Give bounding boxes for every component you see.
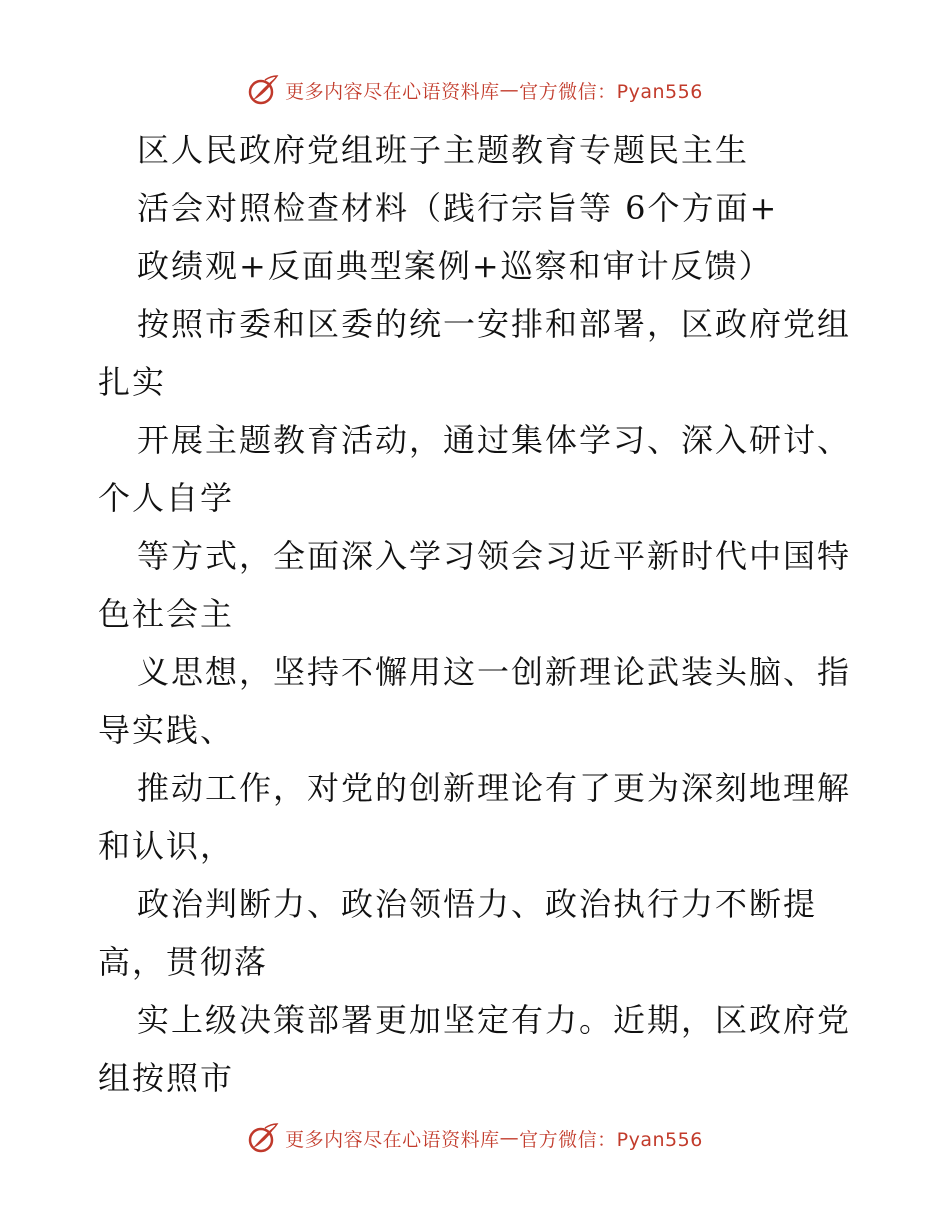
quill-logo-icon [247, 1122, 279, 1154]
body-line-10: 和认识， [98, 827, 235, 865]
body-line-3: 开展主题教育活动，通过集体学习、深入研讨、 [137, 421, 852, 459]
body-line-13: 实上级决策部署更加坚定有力。近期，区政府党 [137, 1001, 852, 1039]
body-line-5: 等方式，全面深入学习领会习近平新时代中国特 [137, 537, 852, 575]
body-line-1: 按照市委和区委的统一安排和部署，区政府党组 [137, 305, 852, 343]
body-line-6: 色社会主 [98, 595, 235, 633]
body-line-14: 组按照市 [98, 1059, 235, 1097]
quill-logo-icon [247, 74, 279, 106]
body-line-7: 义思想，坚持不懈用这一创新理论武装头脑、指 [137, 653, 852, 691]
watermark-separator: — [499, 79, 520, 101]
watermark-wechat-text: 官方微信：Pyan556 [519, 1128, 703, 1151]
body-line-12: 高，贯彻落 [98, 943, 269, 981]
body-line-2: 扎实 [98, 363, 167, 401]
title-line-3: 政绩观+反面典型案例+巡察和审计反馈） [137, 247, 773, 285]
footer-watermark [0, 1118, 950, 1158]
title-line-2: 活会对照检查材料（践行宗旨等 6个方面+ [137, 189, 779, 227]
body-line-9: 推动工作，对党的创新理论有了更为深刻地理解 [137, 769, 852, 807]
body-line-4: 个人自学 [98, 479, 235, 517]
watermark-main-text: 更多内容尽在心语资料库 [285, 80, 500, 103]
header-watermark [0, 70, 950, 110]
title-line-1: 区人民政府党组班子主题教育专题民主生 [137, 131, 750, 169]
body-line-8: 导实践、 [98, 711, 235, 749]
body-line-11: 政治判断力、政治领悟力、政治执行力不断提 [137, 885, 818, 923]
watermark-wechat-text: 官方微信：Pyan556 [519, 80, 703, 103]
watermark-main-text: 更多内容尽在心语资料库 [285, 1128, 500, 1151]
watermark-separator: — [499, 1127, 520, 1149]
